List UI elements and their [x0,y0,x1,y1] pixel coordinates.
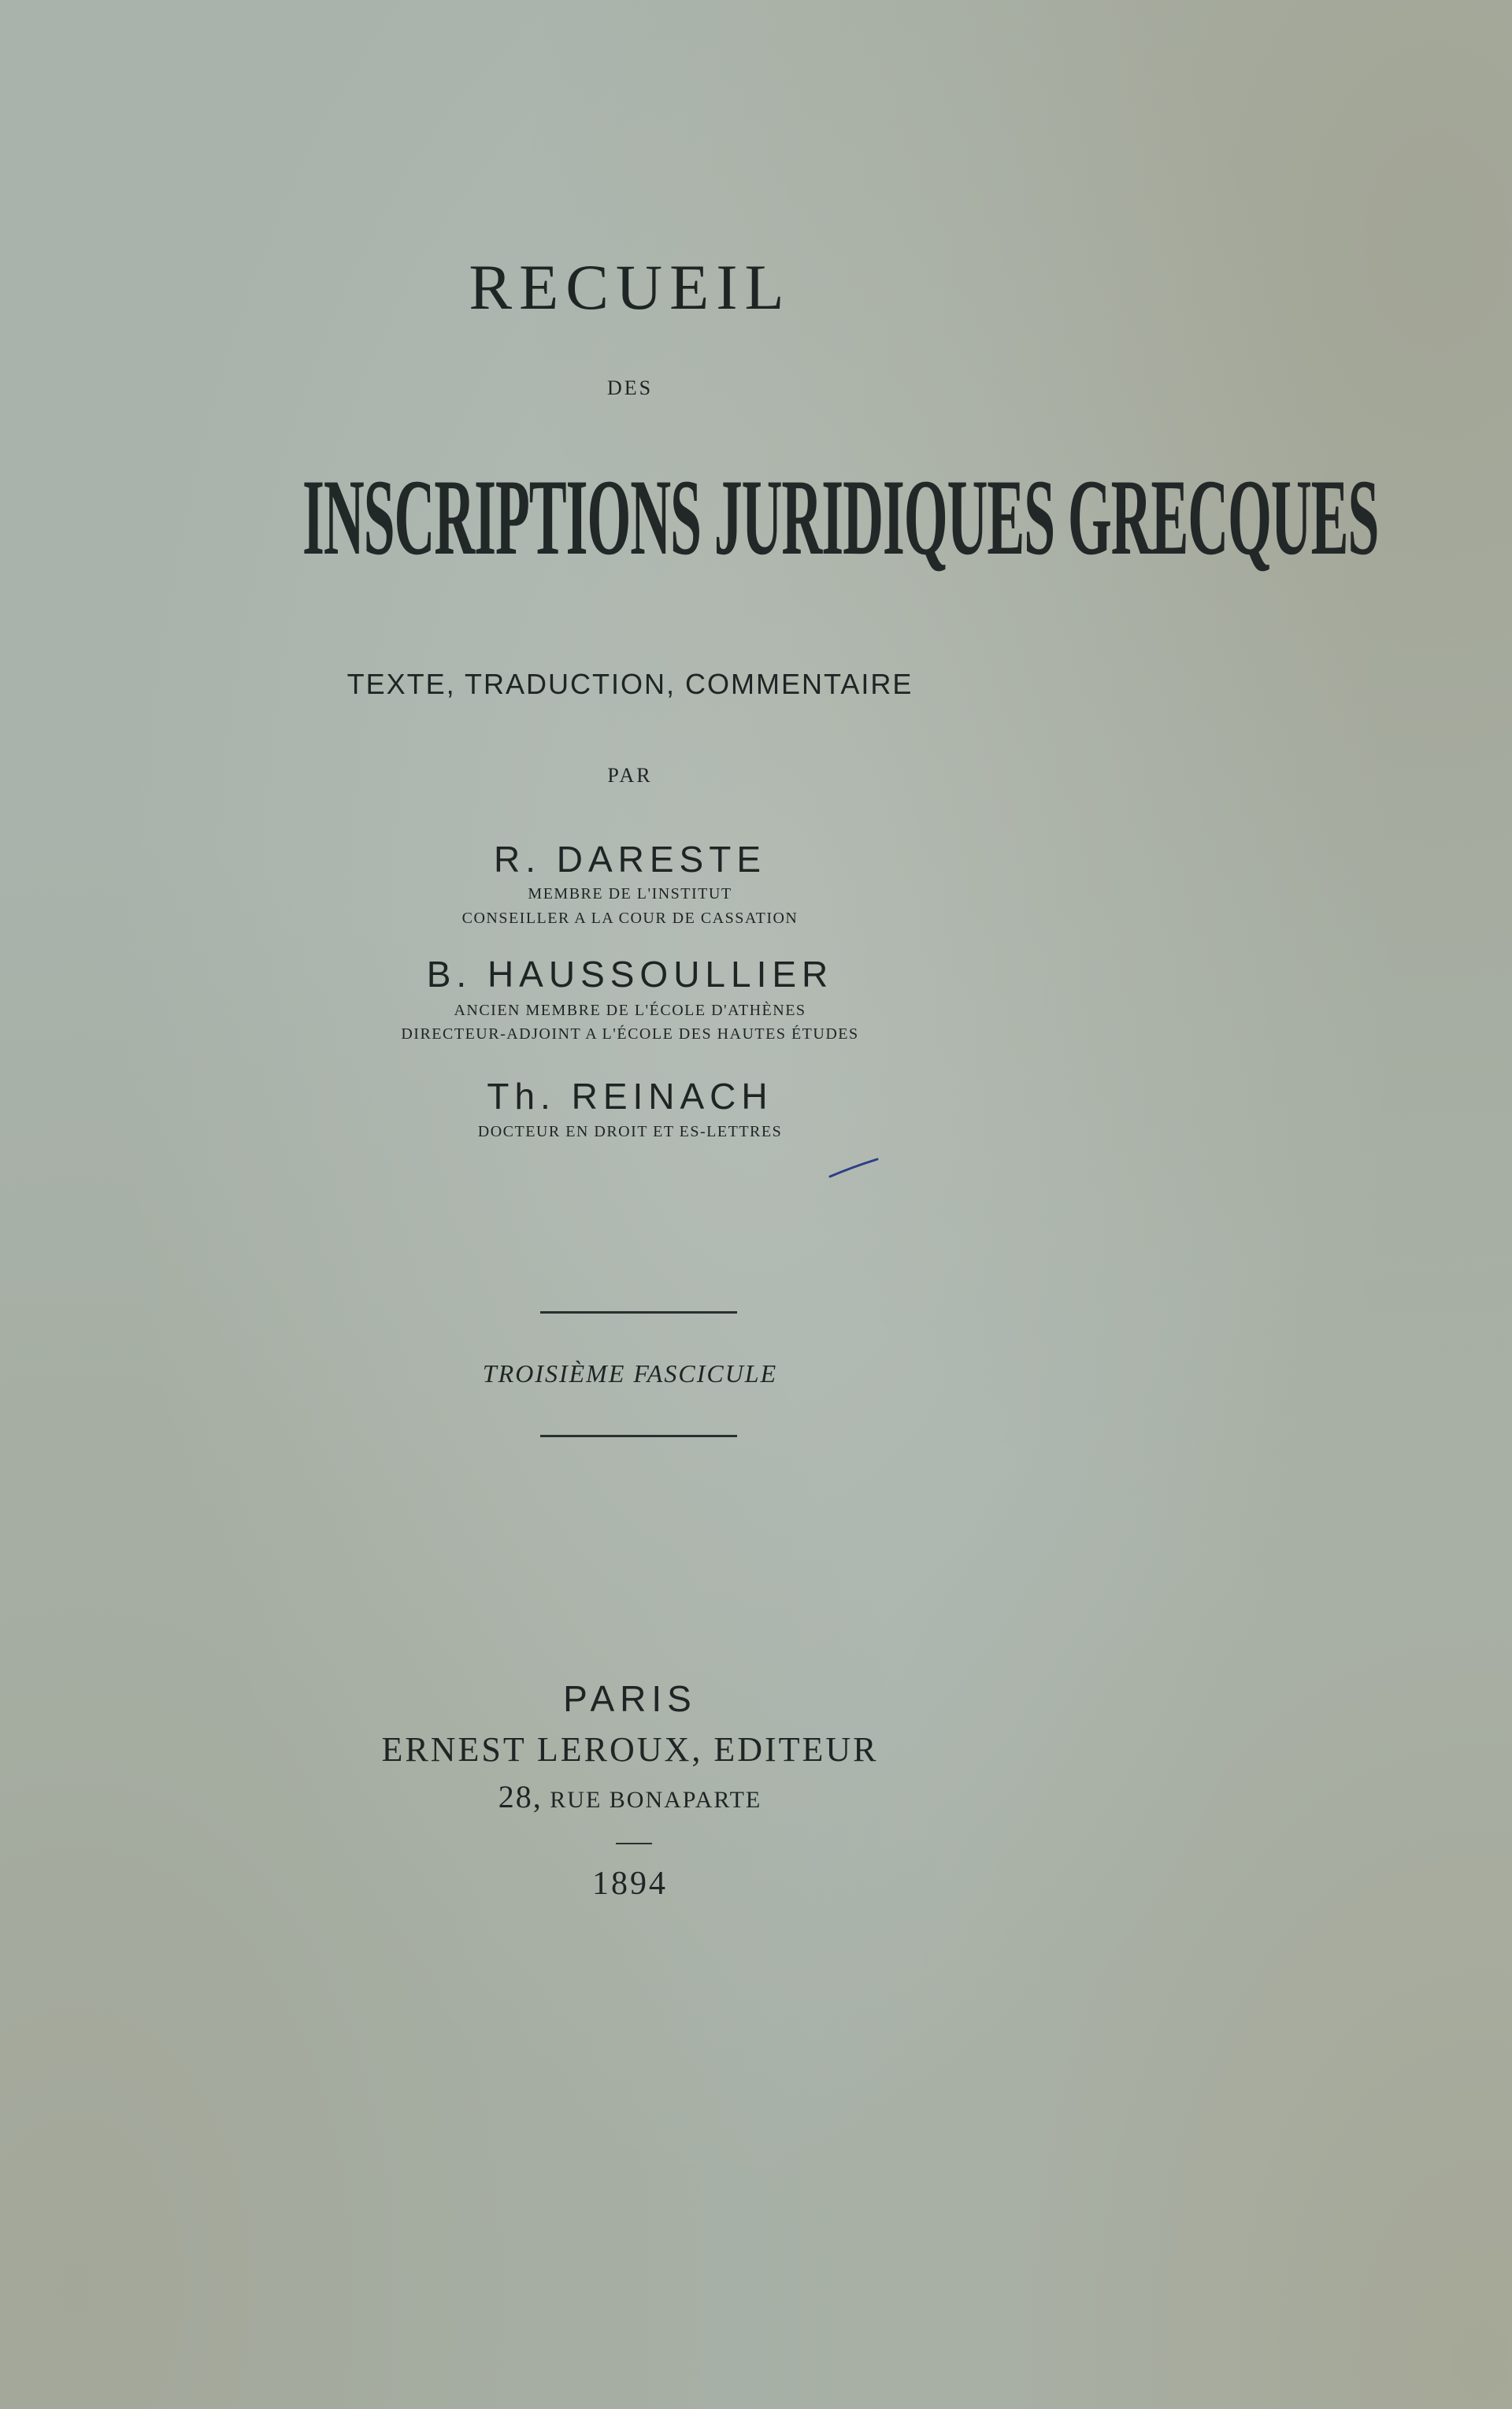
publication-city: PARIS [563,1678,697,1719]
divider-dash [616,1843,652,1844]
author-detail: ANCIEN MEMBRE DE L'ÉCOLE D'ATHÈNES [454,1002,806,1019]
author-name-haussoullier: B. HAUSSOULLIER [426,954,834,995]
subtitle: TEXTE, TRADUCTION, COMMENTAIRE [346,668,914,700]
title-des: DES [606,376,654,399]
title-recueil: RECUEIL [469,251,791,323]
author-detail: DOCTEUR EN DROIT ET ES-LETTRES [477,1123,783,1140]
pen-mark-icon [828,1158,879,1178]
address-street: RUE BONAPARTE [550,1787,762,1813]
author-name-dareste: R. DARESTE [493,839,767,880]
publisher: ERNEST LEROUX, EDITEUR [381,1730,879,1769]
fascicule-label: TROISIÈME FASCICULE [482,1359,778,1388]
author-detail: MEMBRE DE L'INSTITUT [528,885,732,902]
divider-rule [540,1311,737,1314]
author-name-reinach: Th. REINACH [487,1076,773,1117]
publisher-address [0,1778,1260,1815]
par-label: PAR [607,764,653,787]
author-detail: CONSEILLER A LA COUR DE CASSATION [461,910,799,927]
publication-year: 1894 [592,1866,668,1902]
author-detail: DIRECTEUR-ADJOINT A L'ÉCOLE DES HAUTES ÉTUDES [401,1025,859,1043]
address-number: 28, [498,1779,543,1814]
main-title: INSCRIPTIONS JURIDIQUES GRECQUES [302,457,1379,577]
divider-rule [540,1435,737,1437]
